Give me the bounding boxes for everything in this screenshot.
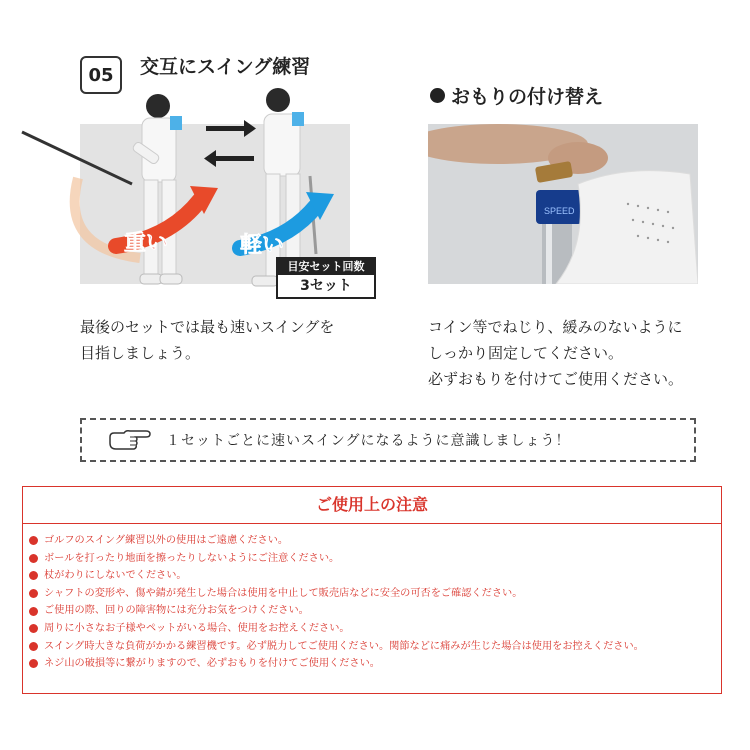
- weight-attachment-photo: [428, 124, 698, 284]
- notice-item: 杖がわりにしないでください。: [29, 567, 721, 585]
- bullet-dot-icon: [430, 88, 445, 103]
- usage-notice-box: [22, 486, 722, 694]
- swing-caption-line: 最後のセットでは最も速いスイングを: [80, 318, 335, 336]
- usage-notice-list: [23, 524, 721, 673]
- speed-weight-label: SPEED: [544, 206, 575, 216]
- notice-item: ゴルフのスイング練習以外の使用はご遠慮ください。: [29, 532, 721, 550]
- weight-caption-line: コイン等でねじり、緩みのないように: [428, 318, 683, 336]
- light-label: 軽い: [240, 232, 285, 257]
- set-count-header: 目安セット回数: [278, 259, 374, 275]
- step-title: 交互にスイング練習: [140, 56, 311, 78]
- tip-box: [80, 418, 696, 462]
- set-count-box: [276, 257, 376, 299]
- pointing-hand-icon: [108, 429, 152, 451]
- swing-caption: [80, 314, 334, 366]
- notice-item: ネジ山の破損等に繋がりますので、必ずおもりを付けてご使用ください。: [29, 655, 721, 673]
- notice-item: ご使用の際、回りの障害物には充分お気をつけください。: [29, 602, 721, 620]
- bullet-dot-icon: [29, 642, 38, 651]
- bullet-dot-icon: [29, 589, 38, 598]
- step-number-badge: 05: [80, 56, 122, 94]
- set-count-value: 3セット: [300, 278, 352, 294]
- bullet-dot-icon: [29, 607, 38, 616]
- weight-caption: [428, 314, 683, 392]
- usage-notice-title: ご使用上の注意: [23, 487, 721, 524]
- bullet-dot-icon: [29, 659, 38, 668]
- notice-item: スイング時大きな負荷がかかる練習機です。必ず脱力してご使用ください。関節などに痛みが生じた場合は使用をお控えください。: [29, 638, 721, 656]
- swing-caption-line: 目指しましょう。: [80, 344, 201, 362]
- bullet-dot-icon: [29, 571, 38, 580]
- heavy-label: 重い: [124, 230, 169, 255]
- notice-item: シャフトの変形や、傷や錆が発生した場合は使用を中止して販売店などに安全の可否をご確認ください。: [29, 585, 721, 603]
- exchange-arrows-icon: [204, 120, 256, 167]
- bullet-dot-icon: [29, 536, 38, 545]
- notice-item: ボールを打ったり地面を擦ったりしないようにご注意ください。: [29, 550, 721, 568]
- golf-club-icon: [22, 132, 132, 184]
- weight-section-title-text: おもりの付け替え: [451, 86, 604, 108]
- bullet-dot-icon: [29, 624, 38, 633]
- tip-text: １セットごとに速いスイングになるように意識しましょう！: [166, 433, 571, 449]
- notice-item: 周りに小さなお子様やペットがいる場合、使用をお控えください。: [29, 620, 721, 638]
- weight-caption-line: しっかり固定してください。: [428, 344, 624, 362]
- bullet-dot-icon: [29, 554, 38, 563]
- weight-section-title: [430, 82, 603, 109]
- weight-caption-line: 必ずおもりを付けてご使用ください。: [428, 370, 684, 388]
